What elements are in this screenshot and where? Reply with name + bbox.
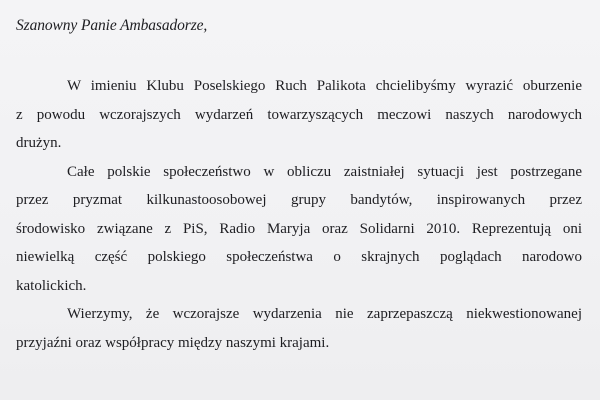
- text-line: środowisko związane z PiS, Radio Maryja oraz Solidarni 2010. Reprezentują oni: [16, 220, 582, 237]
- letter-body: [16, 72, 582, 357]
- text-line: niewielką część polskiego społeczeństwa o skrajnych poglądach narodowo: [16, 249, 582, 265]
- paragraph-2: [16, 158, 582, 301]
- text-line: Całe polskie społeczeństwo w obliczu zaistniałej sytuacji jest postrzegane: [67, 163, 582, 180]
- text-line: przyjaźni oraz współpracy między naszymi krajami.: [16, 334, 330, 351]
- text-line: katolickich.: [16, 277, 87, 294]
- text-line: W imieniu Klubu Poselskiego Ruch Palikota chcielibyśmy wyrazić oburzenie: [67, 78, 582, 94]
- text-line: przez pryzmat kilkunastoosobowej grupy bandytów, inspirowanych przez: [16, 192, 582, 208]
- letter-salutation: Szanowny Panie Ambasadorze,: [16, 17, 208, 34]
- text-line: drużyn.: [16, 135, 62, 151]
- paragraph-1: [16, 72, 582, 158]
- paragraph-3: [16, 300, 582, 357]
- text-line: Wierzymy, że wczorajsze wydarzenia nie zaprzepaszczą niekwestionowanej: [67, 306, 582, 322]
- text-line: z powodu wczorajszych wydarzeń towarzyszących meczowi naszych narodowych: [16, 106, 582, 123]
